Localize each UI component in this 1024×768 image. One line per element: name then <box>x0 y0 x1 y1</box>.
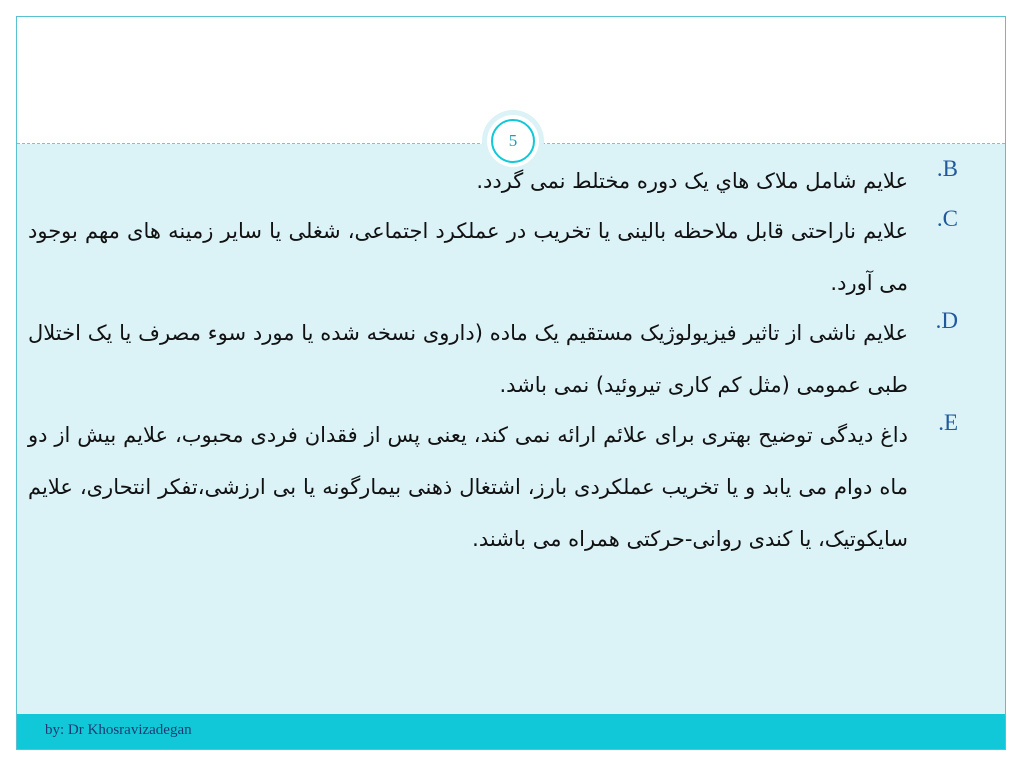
list-item <box>28 409 958 565</box>
item-text: علایم ناراحتی قابل ملاحظه بالینی یا تخریب در عملکرد اجتماعی، شغلی یا سایر زمینه های مهم بوجود می آورد. <box>28 219 908 295</box>
item-text: داغ دیدگی توضیح بهتری برای علائم ارائه نمی کند، یعنی پس از فقدان فردی محبوب، علایم بیش از دو ماه دوام می یابد و یا تخریب عملکردی بارز، اشتغال ذهنی بیمارگونه یا بی ارزشی،تفکر انتحاری، علایم سایکوتیک، یا کندی روانی-حرکتی همراه می باشند. <box>28 423 908 551</box>
footer-author: by: Dr Khosravizadegan <box>45 722 192 738</box>
list-item <box>28 155 958 207</box>
criteria-list <box>28 156 958 573</box>
list-item <box>28 307 958 411</box>
slide-footer <box>17 714 1005 749</box>
item-text: علایم شامل ملاک هاي يک دوره مختلط نمی گردد. <box>476 169 908 193</box>
item-text: علایم ناشی از تاثیر فیزیولوژیک مستقیم یک ماده (داروی نسخه شده یا مورد سوء مصرف یا یک اختلال طبی عمومی (مثل کم کاری تیروئید) نمی باشد. <box>28 321 908 397</box>
page-number: 5 <box>491 119 535 163</box>
item-marker: .D <box>935 308 958 333</box>
list-item <box>28 205 958 309</box>
item-marker: .E <box>938 410 958 435</box>
item-marker: .C <box>936 206 958 231</box>
item-marker: .B <box>936 156 958 181</box>
